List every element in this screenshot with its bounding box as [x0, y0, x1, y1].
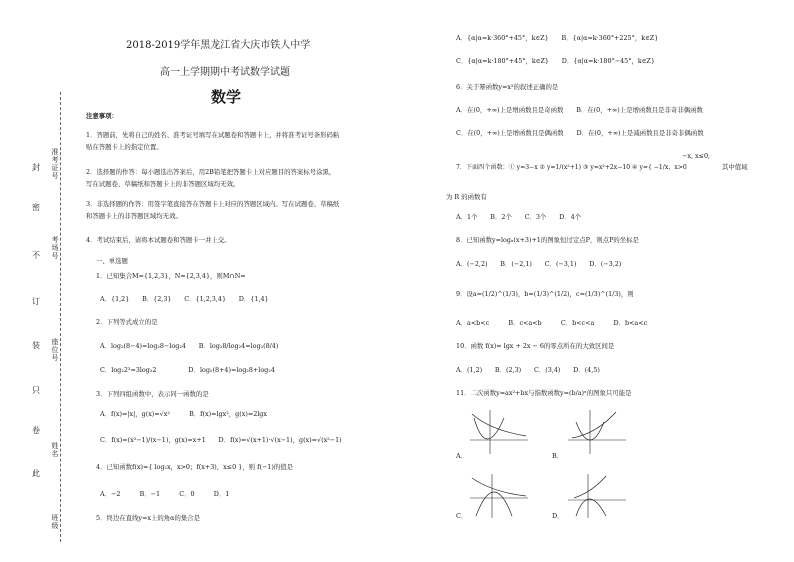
question-5-options-cd: C．{α|α=k·180°+45°，k∈Z} D．{α|α=k·180°−45°，k∈Z} [456, 57, 655, 65]
seal-char: 只 [32, 386, 40, 395]
question-6-options-cd: C．在(0，+∞)上是增函数且是偶函数 D．在(0，+∞)上是减函数且是非奇非偶函数 [456, 129, 704, 137]
seal-char: 不 [32, 251, 40, 260]
graph-c [468, 472, 530, 520]
exam-room-label: 考场号 [51, 236, 59, 260]
seal-char: 此 [32, 469, 40, 478]
question-7: 7．下面四个函数：① y=3−x ② y=1/(x²+1) ③ y=x²+2x−10 ④ y={ −1/x，x>0 [456, 164, 687, 171]
binding-dashed-line [60, 92, 61, 542]
question-4-options: A．−2 B．−1 C．0 D．1 [100, 490, 230, 498]
graph-d-label: D． [552, 512, 564, 520]
seat-number-label: 座位号 [51, 338, 59, 362]
question-3-options-cd: C．f(x)=(x²−1)/(x−1)，g(x)=x+1 D．f(x)=√(x+1)·√(x−1)，g(x)=√(x²−1) [100, 436, 342, 444]
admission-number-label: 准考证号 [51, 148, 59, 180]
seal-char: 卷 [32, 426, 40, 435]
question-6: 6．关于幂函数y=x²的叙述正确的是 [456, 83, 559, 91]
question-6-options-ab: A．在(0，+∞)上是增函数且是奇函数 B．在(0，+∞)上是增函数且是非奇非偶函数 [456, 106, 703, 114]
note-line: 1．答题前，先将自己的姓名、准考证号填写在试题卷和答题卡上，并将准考证号条形码粘 [86, 131, 340, 139]
question-9-options: A．a<b<c B．c<a<b C．b<c<a D．b<a<c [456, 319, 648, 327]
question-8: 8．已知函数y=logₐ(x+3)+1的图象恒过定点P，则点P的坐标是 [456, 236, 639, 244]
question-11: 11．二次函数y=ax²+bx与指数函数y=(b/a)ˣ的图象只可能是 [456, 389, 632, 397]
question-7-tail: 其中值域 [722, 163, 748, 171]
subject-title: 数学 [211, 88, 242, 106]
section-heading: 一、单选题 [96, 257, 128, 265]
question-2-options-ab: A．log₂(8−4)=log₂8−log₂4 B．log₂8/log₂4=log₂(8/4) [100, 342, 279, 350]
question-7-continued: 为 R 的函数有 [446, 193, 487, 201]
question-10-options: A．(1,2) B．(2,3) C．(3,4) D．(4,5) [456, 366, 600, 374]
question-3: 3．下列四组函数中，表示同一函数的是 [96, 390, 209, 398]
question-10: 10．函数 f(x)= lgx + 2x − 6的零点所在的大致区间是 [456, 342, 615, 350]
graph-b [566, 408, 628, 456]
note-line: 3．非选择题的作答：用签字笔直接答在答题卡上对应的答题区域内。写在试题卷、草稿纸 [86, 200, 340, 208]
exam-title: 高一上学期期中考试数学试题 [160, 67, 290, 78]
question-8-options: A．(−2,2) B．(−2,1) C．(−3,1) D．(−3,2) [456, 260, 622, 268]
question-3-options-ab: A．f(x)=|x|，g(x)=√x² B．f(x)=lgx²，g(x)=2lgx [100, 410, 267, 418]
notes-heading: 注意事项： [86, 112, 118, 120]
question-2-options-cd: C．log₂2³=3log₂2 D．log₂(8+4)=log₂8+log₂4 [100, 366, 275, 374]
seal-char: 装 [32, 341, 40, 350]
question-5: 5．终边在直线y=x上的角α的集合是 [96, 514, 201, 522]
question-7-options: A．1个 B．2个 C．3个 D．4个 [456, 213, 582, 221]
question-1-options: A．{1,2} B．{2,3} C．{1,2,3,4} D．{1,4} [100, 295, 269, 303]
note-line: 和答题卡上的非答题区域均无效。 [86, 212, 182, 220]
question-4: 4．已知函数f(x)={ log₂x，x>0；f(x+3)，x≤0 }，则 f(−1)的值是 [96, 463, 294, 471]
note-line: 2．选择题的作答：每小题选出答案后，用2B铅笔把答题卡上对应题目的答案标号涂黑， [86, 168, 336, 176]
graph-d [566, 472, 628, 520]
graph-c-label: C． [456, 512, 468, 520]
graph-a-label: A． [456, 452, 468, 460]
question-2: 2．下列等式成立的是 [96, 318, 158, 326]
question-1: 1．已知集合M={1,2,3}，N={2,3,4}，则M∩N= [96, 272, 246, 280]
name-label: 姓名 [51, 442, 59, 458]
seal-char: 封 [32, 163, 40, 172]
note-line: 4．考试结束后，请将本试题卷和答题卡一并上交。 [86, 236, 231, 244]
school-title: 2018-2019学年黑龙江省大庆市铁人中学 [126, 40, 311, 51]
graph-b-label: B． [552, 452, 564, 460]
graph-a [468, 408, 530, 456]
question-7-piecewise-top: −x, x≤0, [682, 152, 711, 160]
seal-char: 密 [32, 203, 40, 212]
class-label: 班级 [51, 514, 59, 530]
question-5-options-ab: A．{α|α=k·360°+45°，k∈Z} B．{α|α=k·360°+225°，k∈Z} [456, 34, 659, 42]
seal-char: 订 [32, 297, 40, 306]
note-line: 贴在答题卡上的指定位置。 [86, 143, 163, 151]
question-9: 9．设a=(1/2)^(1/3)，b=(1/3)^(1/2)，c=(1/3)^(1/3)，则 [456, 290, 634, 298]
note-line: 写在试题卷、草稿纸和答题卡上的非答题区域均无效。 [86, 180, 240, 188]
